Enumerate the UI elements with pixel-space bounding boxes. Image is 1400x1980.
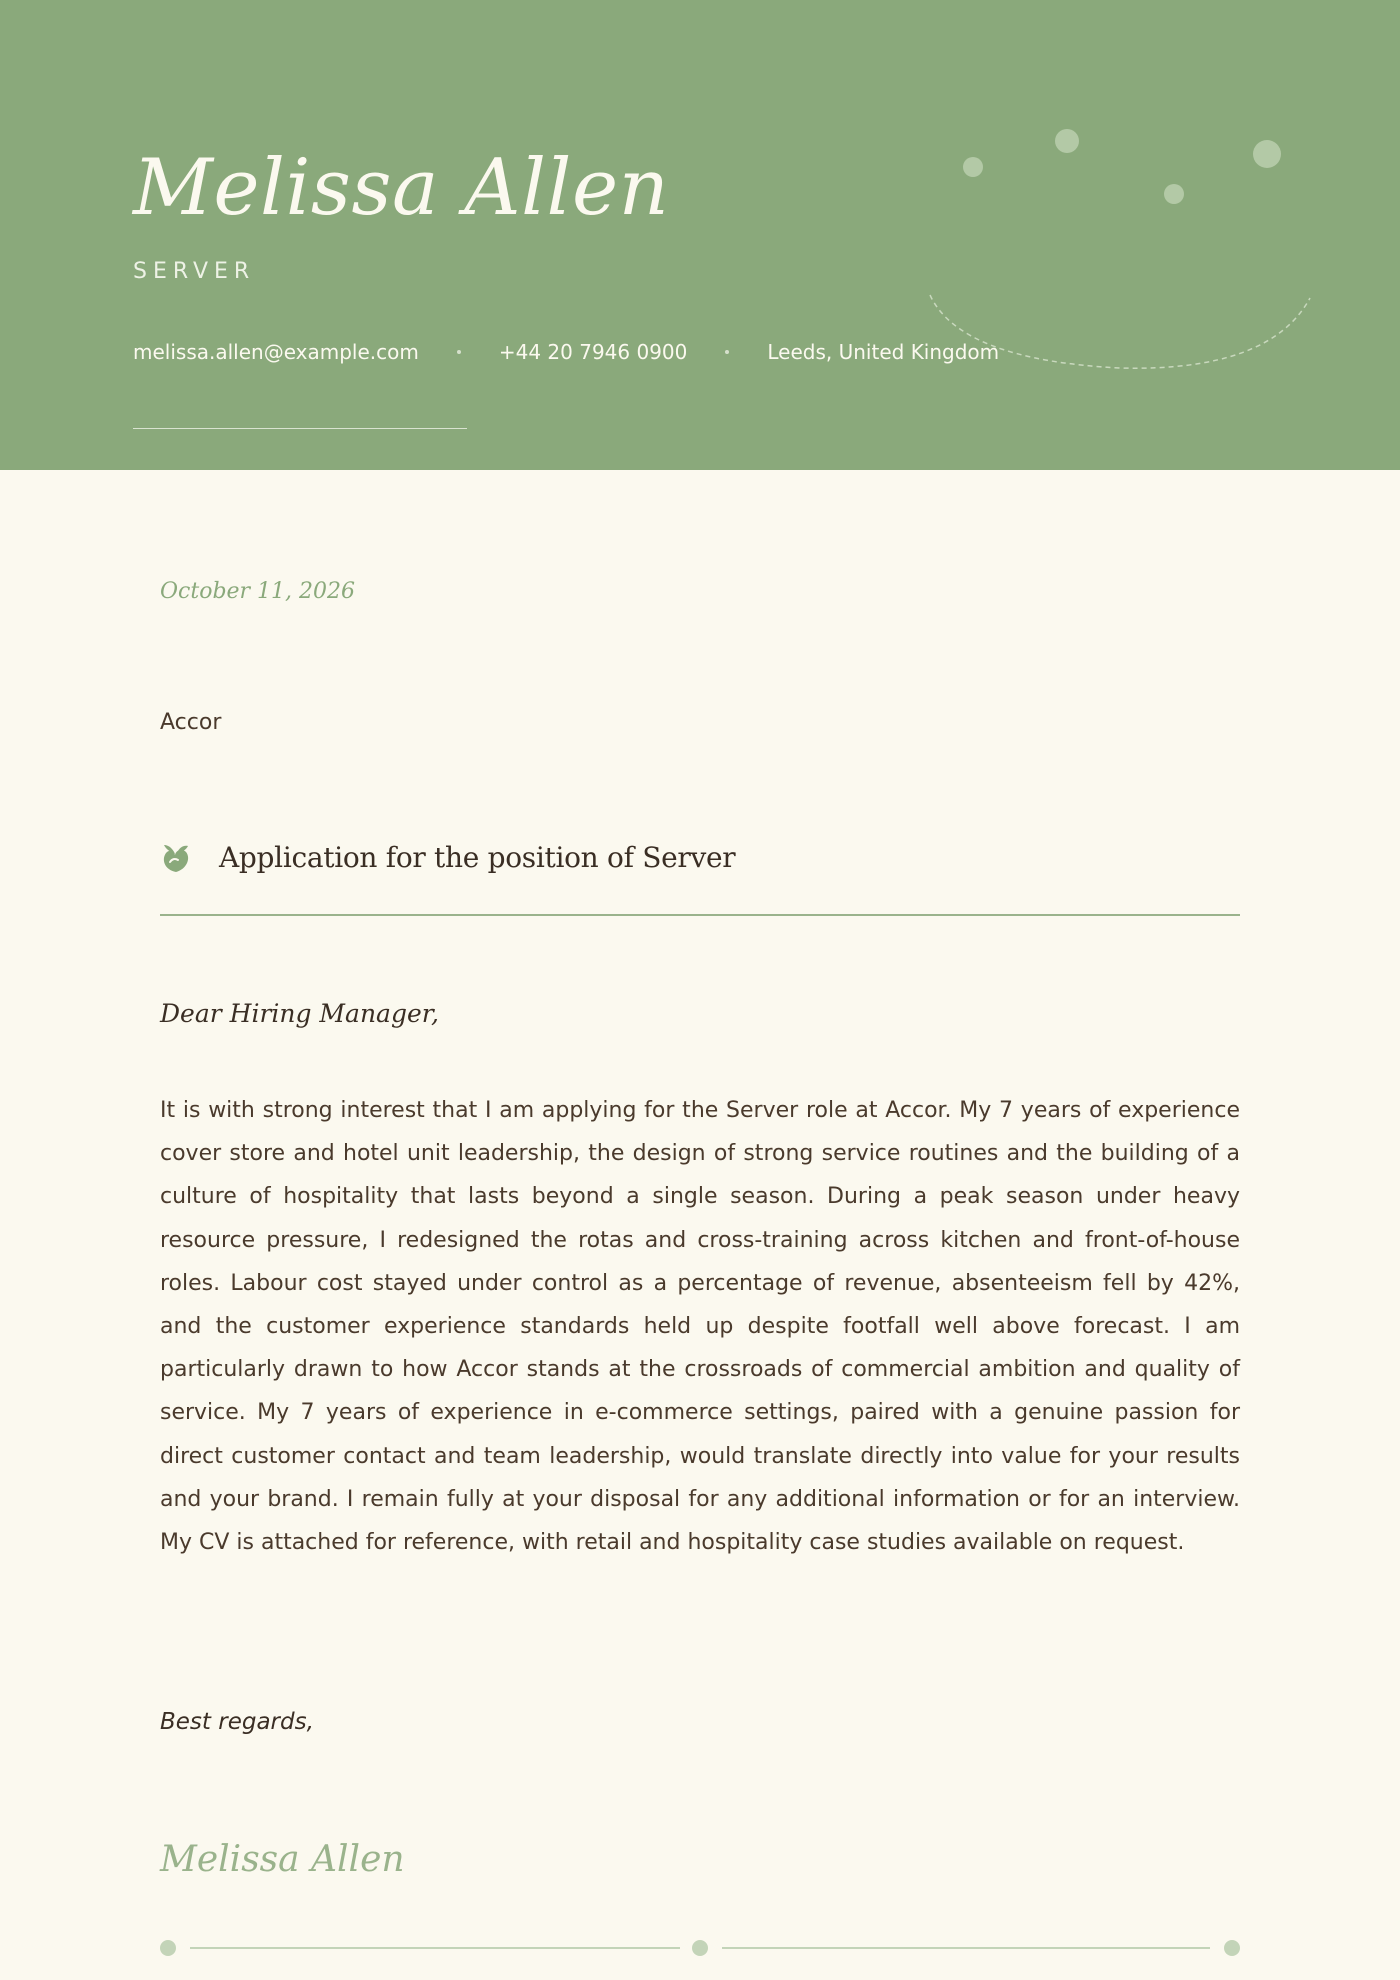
- subject-title: Application for the position of Server: [219, 841, 736, 874]
- signature: Melissa Allen: [160, 1839, 405, 1880]
- deco-dot: [1055, 129, 1079, 153]
- deco-dot: [1164, 184, 1184, 204]
- footer-ornament: [160, 1938, 1240, 1958]
- deco-dot: [1253, 140, 1281, 168]
- closing: Best regards,: [160, 1709, 314, 1735]
- footer-dot: [160, 1940, 176, 1956]
- contact-email[interactable]: melissa.allen@example.com: [133, 339, 419, 364]
- letter-date: October 11, 2026: [160, 579, 356, 604]
- letter-header: [0, 0, 1400, 470]
- subject-line: [160, 838, 1240, 878]
- applicant-name: Melissa Allen: [133, 143, 670, 233]
- recipient-company: Accor: [160, 710, 222, 735]
- contact-location: Leeds, United Kingdom: [767, 339, 1000, 364]
- subject-divider: [160, 914, 1240, 916]
- footer-dot: [1224, 1940, 1240, 1956]
- deco-dot: [963, 157, 983, 177]
- leaf-icon: [160, 842, 192, 874]
- salutation: Dear Hiring Manager,: [160, 999, 439, 1028]
- contact-line: [133, 337, 999, 365]
- separator-dot: [457, 350, 461, 354]
- footer-dot: [692, 1940, 708, 1956]
- applicant-role: SERVER: [133, 259, 256, 284]
- contact-phone[interactable]: +44 20 7946 0900: [498, 339, 688, 364]
- letter-body: It is with strong interest that I am applying for the Server role at Accor. My 7 years of experience cover store and hotel unit leadership, the design of strong service routines and the building of a culture of hospitality that lasts beyond a single season. During a peak season under heavy resource pressure, I redesigned the rotas and cross-training across kitchen and front-of-house roles. Labour cost stayed under control as a percentage of revenue, absenteeism fell by 42%, and the customer experience standards held up despite footfall well above forecast. I am particularly drawn to how Accor stands at the crossroads of commercial ambition and quality of service. My 7 years of experience in e-commerce settings, paired with a genuine passion for direct customer contact and team leadership, would translate directly into value for your results and your brand. I remain fully at your disposal for any additional information or for an interview. My CV is attached for reference, with retail and hospitality case studies available on request.: [160, 1098, 1240, 1556]
- separator-dot: [725, 350, 729, 354]
- header-divider: [133, 428, 467, 429]
